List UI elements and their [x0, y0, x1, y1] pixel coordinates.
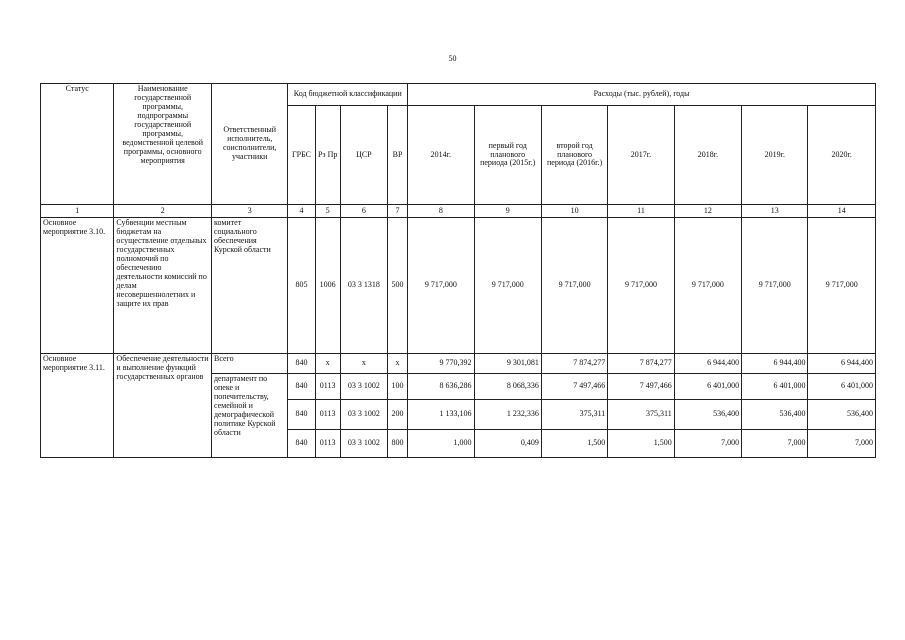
expense-value: 9 717,000 — [408, 218, 474, 354]
grbs-code: 805 — [288, 218, 315, 354]
expense-value: 7 497,466 — [608, 374, 674, 400]
expense-value: 9 717,000 — [808, 218, 876, 354]
expense-value: 7,000 — [742, 430, 808, 458]
table-row — [41, 218, 876, 354]
column-number: 4 — [288, 205, 315, 218]
measure-status: Основное мероприятие 3.11. — [41, 354, 114, 458]
expense-value: 7 874,277 — [608, 354, 674, 374]
column-number: 7 — [387, 205, 407, 218]
header-name: Наименование государственной программы, подпрограммы государственной программы, ведомственной целевой программы, основного мероприятия — [114, 84, 212, 205]
expense-value: 6 944,400 — [674, 354, 741, 374]
measure-executor: Всего — [211, 354, 287, 374]
expense-value: 9 717,000 — [474, 218, 541, 354]
expense-value: 536,400 — [808, 400, 876, 430]
csr-code: 03 3 1002 — [340, 400, 387, 430]
expense-value: 9 717,000 — [674, 218, 741, 354]
vr-code: 100 — [387, 374, 407, 400]
header-executor: Ответственный исполнитель, соисполнители, участники — [211, 84, 287, 205]
expense-value: 536,400 — [674, 400, 741, 430]
column-number: 13 — [742, 205, 808, 218]
column-number: 11 — [608, 205, 674, 218]
header-year-2019: 2019г. — [742, 106, 808, 205]
expense-value: 7,000 — [808, 430, 876, 458]
expense-value: 6 944,400 — [808, 354, 876, 374]
grbs-code: 840 — [288, 400, 315, 430]
column-number: 6 — [340, 205, 387, 218]
expense-value: 375,311 — [541, 400, 607, 430]
vr-code: х — [387, 354, 407, 374]
header-year-2015: первый год планового периода (2015г.) — [474, 106, 541, 205]
expense-value: 536,400 — [742, 400, 808, 430]
column-number: 14 — [808, 205, 876, 218]
expense-value: 6 944,400 — [742, 354, 808, 374]
budget-table — [40, 83, 876, 458]
column-number: 1 — [41, 205, 114, 218]
expense-value: 1,500 — [541, 430, 607, 458]
measure-status: Основное мероприятие 3.10. — [41, 218, 114, 354]
column-number: 5 — [315, 205, 340, 218]
header-year-2017: 2017г. — [608, 106, 674, 205]
header-vr: ВР — [387, 106, 407, 205]
measure-executor: комитет социального обеспечения Курской области — [211, 218, 287, 354]
expense-value: 1,000 — [408, 430, 474, 458]
expense-value: 1,500 — [608, 430, 674, 458]
column-number: 9 — [474, 205, 541, 218]
measure-executor: департамент по опеке и попечительству, семейной и демографической политике Курской области — [211, 374, 287, 458]
expense-value: 9 717,000 — [742, 218, 808, 354]
expense-value: 375,311 — [608, 400, 674, 430]
grbs-code: 840 — [288, 354, 315, 374]
rzpr-code: 0113 — [315, 430, 340, 458]
expense-value: 6 401,000 — [808, 374, 876, 400]
header-expenses: Расходы (тыс. рублей), годы — [408, 84, 876, 106]
header-year-2016: второй год планового периода (2016г.) — [541, 106, 607, 205]
expense-value: 8 068,336 — [474, 374, 541, 400]
header-year-2020: 2020г. — [808, 106, 876, 205]
column-number: 10 — [541, 205, 607, 218]
expense-value: 1 133,106 — [408, 400, 474, 430]
column-number: 12 — [674, 205, 741, 218]
header-budget-code: Код бюджетной классификации — [288, 84, 408, 106]
csr-code: х — [340, 354, 387, 374]
csr-code: 03 3 1002 — [340, 374, 387, 400]
expense-value: 0,409 — [474, 430, 541, 458]
expense-value: 9 301,081 — [474, 354, 541, 374]
measure-name: Субвенции местным бюджетам на осуществление отдельных государственных полномочий по обеспечению деятельности комиссий по делам несовершеннолетних и защите их прав — [114, 218, 212, 354]
grbs-code: 840 — [288, 374, 315, 400]
measure-name: Обеспечение деятельности и выполнение функций государственных органов — [114, 354, 212, 458]
column-number: 8 — [408, 205, 474, 218]
vr-code: 500 — [387, 218, 407, 354]
header-rzpr: Рз Пр — [315, 106, 340, 205]
column-number-row — [41, 205, 876, 218]
expense-value: 7,000 — [674, 430, 741, 458]
expense-value: 6 401,000 — [742, 374, 808, 400]
expense-value: 8 636,286 — [408, 374, 474, 400]
page-number: 50 — [448, 54, 457, 63]
expense-value: 1 232,336 — [474, 400, 541, 430]
expense-value: 9 717,000 — [608, 218, 674, 354]
table-row — [41, 354, 876, 374]
grbs-code: 840 — [288, 430, 315, 458]
header-year-2014: 2014г. — [408, 106, 474, 205]
header-grbs: ГРБС — [288, 106, 315, 205]
column-number: 2 — [114, 205, 212, 218]
expense-value: 6 401,000 — [674, 374, 741, 400]
header-csr: ЦСР — [340, 106, 387, 205]
expense-value: 9 770,392 — [408, 354, 474, 374]
column-number: 3 — [211, 205, 287, 218]
expense-value: 7 497,466 — [541, 374, 607, 400]
expense-value: 7 874,277 — [541, 354, 607, 374]
vr-code: 200 — [387, 400, 407, 430]
rzpr-code: х — [315, 354, 340, 374]
csr-code: 03 3 1318 — [340, 218, 387, 354]
csr-code: 03 3 1002 — [340, 430, 387, 458]
header-status: Статус — [41, 84, 114, 205]
expense-value: 9 717,000 — [541, 218, 607, 354]
rzpr-code: 1006 — [315, 218, 340, 354]
rzpr-code: 0113 — [315, 374, 340, 400]
header-year-2018: 2018г. — [674, 106, 741, 205]
vr-code: 800 — [387, 430, 407, 458]
rzpr-code: 0113 — [315, 400, 340, 430]
